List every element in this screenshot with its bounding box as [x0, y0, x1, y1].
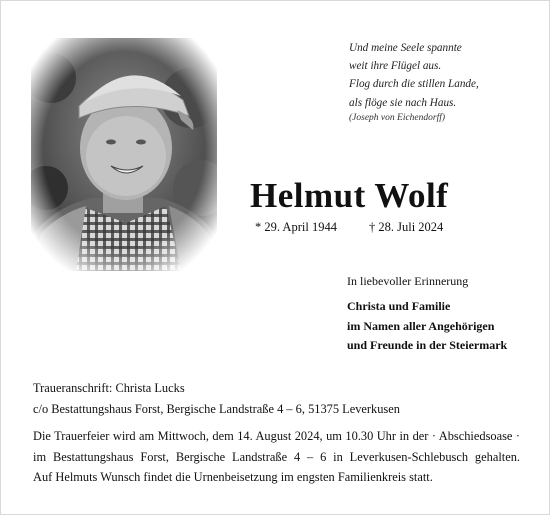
ceremony-line: Auf Helmuts Wunsch findet die Urnenbeisetzung im engsten Familienkreis statt.	[33, 470, 433, 484]
family-line: Christa und Familie	[347, 299, 451, 313]
family-line: und Freunde in der Steiermark	[347, 338, 508, 352]
poem-line: Und meine Seele spannte	[349, 42, 462, 54]
poem-author: (Joseph von Eichendorff)	[349, 113, 446, 123]
family-line: im Namen aller Angehörigen	[347, 318, 495, 333]
ceremony-line: im Bestattungshaus Forst, Bergische Landstraße 4 – 6 in Leverkusen-Schlebusch gehalten.	[33, 449, 520, 464]
poem-line: weit ihre Flügel aus.	[349, 60, 442, 73]
poem-line: Flog durch die stillen Lande,	[349, 78, 479, 91]
poem-verse	[349, 39, 539, 112]
address-line: c/o Bestattungshaus Forst, Bergische Landstraße 4 – 6, 51375 Leverkusen	[33, 401, 400, 416]
family-signature	[347, 297, 507, 356]
poem-line: als flöge sie nach Haus.	[349, 96, 457, 109]
ceremony-line: Die Trauerfeier wird am Mittwoch, dem 14. August 2024, um 10.30 Uhr in der · Abschiedsoase ·	[33, 429, 520, 443]
mourning-address	[33, 378, 400, 419]
ceremony-info	[33, 426, 520, 488]
deceased-name: Helmut Wolf	[250, 176, 449, 215]
memory-intro: In liebevoller Erinnerung	[347, 274, 469, 288]
birth-date: * 29. April 1944	[255, 220, 337, 234]
portrait-photo	[31, 38, 217, 271]
address-line: Traueranschrift: Christa Lucks	[33, 381, 185, 395]
death-date: † 28. Juli 2024	[369, 220, 444, 234]
